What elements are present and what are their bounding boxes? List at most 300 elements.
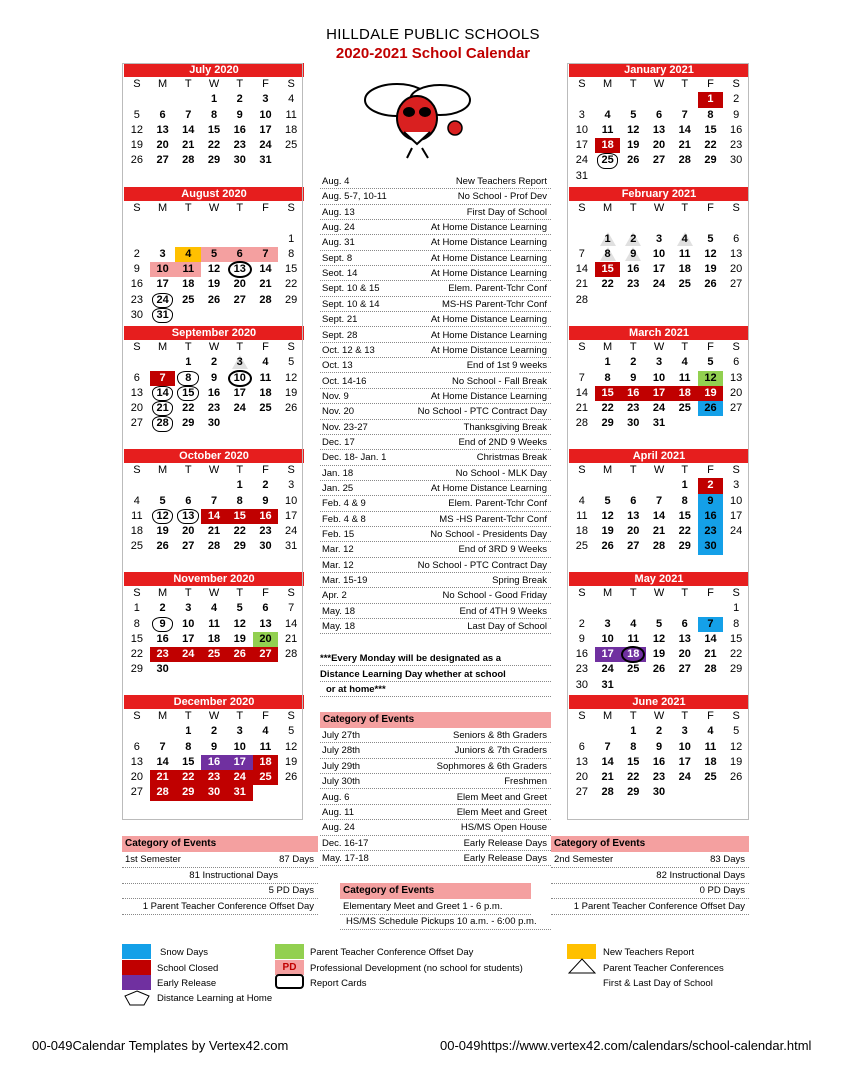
weekday-label: S — [133, 587, 141, 599]
event-row — [320, 374, 551, 389]
calendar-day: 17 — [227, 755, 253, 770]
calendar-day: 28 — [150, 785, 176, 800]
event-row — [320, 619, 551, 634]
semester-1-days: 87 Days — [279, 854, 314, 865]
calendar-day: 3 — [655, 232, 663, 245]
calendar-day: 29 — [233, 540, 246, 553]
calendar-day: 26 — [704, 278, 717, 291]
weekday-label: T — [681, 78, 689, 90]
calendar-day: 23 — [627, 278, 640, 291]
event-date: Aug. 4 — [322, 176, 350, 187]
semester-1-ptc-text: 1 Parent Teacher Conference Offset Day — [142, 901, 314, 912]
calendar-day: 16 — [207, 386, 221, 399]
calendar-day: 28 — [678, 154, 691, 167]
calendar-day: 27 — [130, 417, 143, 430]
calendar-day: 19 — [285, 755, 298, 768]
calendar-day: 2 — [236, 93, 243, 106]
event-name: At Home Distance Learning — [430, 252, 547, 264]
calendar-day: 8 — [236, 494, 243, 507]
category-header-semester-1: Category of Events — [122, 836, 318, 852]
calendar-day: 12 — [233, 617, 246, 630]
month-header: December 2020 — [124, 695, 304, 709]
calendar-day: 18 — [285, 123, 298, 136]
calendar-day: 29 — [207, 154, 221, 167]
weekday-label: T — [236, 202, 244, 214]
event-date: Dec. 18- Jan. 1 — [322, 452, 387, 464]
event-row — [320, 189, 551, 204]
weekday-label: M — [602, 202, 613, 214]
hornet-mascot-logo — [352, 70, 482, 160]
legend-early-release: Early Release — [157, 978, 217, 989]
calendar-day: 24 — [575, 154, 588, 167]
calendar-day: 2 — [210, 356, 218, 369]
calendar-day: 17 — [259, 123, 272, 136]
calendar-day: 21 — [601, 771, 614, 784]
month-header: September 2020 — [124, 326, 304, 340]
category-header-meet: Category of Events — [340, 883, 531, 899]
event-date: Sept. 28 — [322, 329, 358, 341]
month-header: July 2020 — [124, 63, 304, 77]
calendar-day: 23 — [575, 663, 588, 676]
weekday-label: F — [262, 202, 269, 214]
weekday-label: W — [653, 464, 665, 476]
event-date: Oct. 13 — [322, 360, 353, 372]
calendar-day: 1 — [210, 93, 218, 106]
weekday-label: T — [236, 587, 244, 599]
event-name: Last Day of School — [467, 621, 547, 633]
calendar-day: 21 — [207, 525, 221, 538]
event-name: No School - PTC Contract Day — [417, 406, 547, 418]
calendar-day: 11 — [601, 123, 614, 136]
calendar-day: 29 — [704, 154, 717, 167]
calendar-day: 13 — [156, 123, 169, 136]
calendar-day: 31 — [150, 308, 176, 323]
calendar-day: 26 — [207, 293, 221, 306]
calendar-day: 7 — [159, 740, 166, 753]
calendar-day: 5 — [236, 602, 243, 615]
calendar-day: 23 — [627, 402, 640, 415]
weekday-label: S — [578, 710, 586, 722]
orientation-date: Aug. 6 — [322, 791, 350, 803]
event-name: Elem. Parent-Tchr Conf — [448, 498, 547, 510]
event-date: Oct. 12 & 13 — [322, 344, 375, 356]
calendar-day: 17 — [652, 263, 666, 276]
event-date: Oct. 14-16 — [322, 375, 367, 387]
calendar-day: 5 — [133, 108, 140, 121]
calendar-day: 14 — [704, 632, 717, 645]
calendar-day: 17 — [730, 509, 743, 522]
calendar-day: 18 — [259, 386, 272, 399]
weekday-label: T — [184, 202, 192, 214]
calendar-day: 30 — [156, 663, 169, 676]
event-row — [320, 205, 551, 220]
orientation-row — [320, 820, 551, 835]
orientation-row — [320, 743, 551, 758]
calendar-day: 22 — [627, 771, 640, 784]
event-name: MS-HS Parent-Tchr Conf — [441, 298, 547, 310]
calendar-day: 26 — [652, 663, 666, 676]
calendar-day: 21 — [575, 278, 588, 291]
semester-2-row — [551, 852, 749, 868]
calendar-day: 9 — [655, 740, 663, 753]
calendar-day: 7 — [185, 108, 192, 121]
weekday-label: S — [578, 78, 586, 90]
meet-line-1-text: Elementary Meet and Greet 1 - 6 p.m. — [343, 901, 503, 912]
legend-new-teachers: New Teachers Report — [603, 947, 695, 958]
calendar-day: 9 — [210, 371, 218, 384]
calendar-day: 15 — [704, 123, 717, 136]
event-row — [320, 220, 551, 235]
calendar-day: 12 — [652, 632, 666, 645]
calendar-day: 11 — [175, 262, 201, 277]
calendar-day: 26 — [730, 771, 743, 784]
event-date: Aug. 13 — [322, 206, 355, 218]
weekday-label: S — [287, 341, 295, 353]
event-row — [320, 281, 551, 296]
calendar-day: 12 — [285, 740, 298, 753]
calendar-day: 19 — [704, 263, 717, 276]
weekday-label: M — [602, 78, 613, 90]
calendar-day: 13 — [175, 509, 201, 524]
weekday-label: F — [707, 341, 714, 353]
event-date: Feb. 4 & 9 — [322, 498, 366, 510]
calendar-day: 17 — [646, 386, 672, 401]
orientation-name: Elem Meet and Greet — [456, 807, 547, 818]
weekday-label: S — [732, 710, 740, 722]
footer-right-link[interactable]: 00-049https://www.vertex42.com/calendars/school-calendar.html — [440, 1038, 812, 1053]
weekday-label: M — [602, 587, 613, 599]
calendar-day: 29 — [730, 663, 743, 676]
calendar-day: 5 — [604, 494, 611, 507]
triangle-icon — [568, 958, 596, 974]
calendar-day: 8 — [595, 247, 621, 262]
calendar-day: 28 — [575, 417, 588, 430]
calendar-day: 25 — [130, 540, 143, 553]
orientation-name: Elem Meet and Greet — [456, 791, 547, 803]
semester-1-ptc — [122, 899, 318, 915]
calendar-day: 25 — [201, 647, 227, 662]
legend-school-closed: School Closed — [157, 963, 219, 974]
semester-1-instructional-text: 81 Instructional Days — [189, 870, 278, 881]
calendar-day: 3 — [159, 247, 166, 260]
calendar-day: 24 — [601, 663, 614, 676]
event-row — [320, 328, 551, 343]
calendar-day: 11 — [576, 509, 588, 522]
calendar-day: 12 — [627, 123, 640, 136]
calendar-day: 21 — [652, 525, 666, 538]
weekday-label: T — [629, 464, 637, 476]
calendar-day: 22 — [130, 648, 143, 661]
new-teachers-swatch — [567, 944, 596, 959]
calendar-day: 25 — [253, 770, 279, 785]
weekday-label: T — [681, 710, 689, 722]
calendar-day: 24 — [652, 278, 666, 291]
calendar-day: 5 — [288, 725, 295, 738]
calendar-day: 21 — [182, 139, 195, 152]
weekday-label: M — [602, 710, 613, 722]
calendar-day: 14 — [601, 755, 614, 768]
semester-2-days: 83 Days — [710, 854, 745, 865]
calendar-day: 25 — [595, 153, 621, 168]
event-row — [320, 466, 551, 481]
calendar-day: 29 — [285, 293, 298, 306]
weekday-label: T — [184, 587, 192, 599]
category-header-middle: Category of Events — [320, 712, 551, 728]
meet-line-2 — [340, 914, 551, 930]
calendar-day: 13 — [652, 123, 666, 136]
calendar-day: 26 — [627, 154, 640, 167]
month-header: October 2020 — [124, 449, 304, 463]
orientation-row — [320, 774, 551, 789]
calendar-day: 6 — [159, 108, 166, 121]
calendar-day: 22 — [285, 278, 298, 291]
event-row — [320, 358, 551, 373]
calendar-day: 22 — [601, 278, 614, 291]
calendar-day: 2 — [620, 232, 646, 247]
orientation-date: Aug. 24 — [322, 822, 355, 834]
weekday-label: S — [578, 202, 586, 214]
calendar-day: 1 — [595, 232, 621, 247]
calendar-day: 9 — [630, 371, 637, 384]
calendar-day: 24 — [285, 525, 298, 538]
orientation-name: Juniors & 7th Graders — [454, 745, 547, 757]
calendar-day: 12 — [207, 263, 221, 276]
calendar-day: 5 — [733, 725, 740, 738]
event-row — [320, 389, 551, 404]
calendar-day: 27 — [233, 293, 246, 306]
calendar-day: 20 — [678, 648, 691, 661]
calendar-day: 20 — [182, 525, 195, 538]
calendar-day: 26 — [698, 401, 724, 416]
event-name: At Home Distance Learning — [430, 222, 547, 234]
event-name: Thanksgiving Break — [463, 421, 547, 433]
calendar-day: 22 — [601, 402, 614, 415]
calendar-day: 16 — [698, 509, 724, 524]
event-name: First Day of School — [466, 206, 547, 218]
calendar-day: 13 — [259, 617, 272, 630]
calendar-day: 27 — [652, 154, 666, 167]
event-row — [320, 266, 551, 281]
legend-professional-development: Professional Development (no school for students) — [310, 963, 523, 974]
event-name: No School - Presidents Day — [430, 529, 547, 541]
weekday-label: S — [287, 464, 295, 476]
calendar-day: 21 — [678, 139, 691, 152]
weekday-label: F — [707, 587, 714, 599]
weekday-label: S — [287, 202, 295, 214]
weekday-label: T — [681, 341, 689, 353]
right-column-border — [567, 63, 749, 820]
calendar-day: 6 — [133, 740, 140, 753]
calendar-day: 29 — [601, 417, 614, 430]
event-name: End of 4TH 9 Weeks — [459, 605, 547, 617]
calendar-day: 20 — [253, 632, 279, 647]
weekday-label: F — [707, 464, 714, 476]
calendar-day: 1 — [133, 602, 140, 615]
weekday-label: S — [732, 341, 740, 353]
calendar-day: 11 — [208, 617, 220, 630]
calendar-day: 25 — [259, 402, 272, 415]
calendar-day: 13 — [227, 262, 253, 277]
legend-ptc-offset: Parent Teacher Conference Offset Day — [310, 947, 474, 958]
calendar-day: 23 — [150, 647, 176, 662]
event-name: At Home Distance Learning — [430, 390, 547, 402]
calendar-day: 9 — [262, 494, 269, 507]
event-date: Mar. 15-19 — [322, 575, 368, 587]
calendar-day: 27 — [575, 786, 588, 799]
calendar-day: 17 — [233, 386, 246, 399]
calendar-day: 19 — [156, 525, 169, 538]
calendar-day: 13 — [627, 509, 640, 522]
event-row — [320, 174, 551, 189]
calendar-day: 11 — [259, 371, 272, 384]
calendar-day: 10 — [285, 494, 298, 507]
calendar-day: 23 — [201, 770, 227, 785]
calendar-day: 7 — [210, 494, 218, 507]
semester-1-instructional — [122, 868, 318, 884]
calendar-day: 6 — [185, 494, 192, 507]
calendar-day: 28 — [575, 293, 588, 306]
orientation-name: Sophmores & 6th Graders — [436, 760, 547, 772]
weekday-label: S — [732, 78, 740, 90]
calendar-day: 3 — [733, 479, 740, 492]
calendar-day: 30 — [698, 539, 724, 554]
calendar-day: 24 — [730, 525, 743, 538]
calendar-day: 14 — [182, 123, 195, 136]
calendar-day: 12 — [698, 371, 724, 386]
event-date: Seot. 14 — [322, 268, 358, 280]
orientation-row — [320, 759, 551, 774]
calendar-day: 4 — [707, 725, 714, 738]
pd-badge: PD — [275, 960, 304, 975]
calendar-day: 23 — [698, 524, 724, 539]
semester-1-row — [122, 852, 318, 868]
weekday-label: S — [133, 464, 141, 476]
calendar-day: 24 — [652, 402, 666, 415]
weekday-label: S — [287, 587, 295, 599]
calendar-day: 16 — [130, 278, 143, 291]
calendar-day: 27 — [627, 540, 640, 553]
calendar-title: 2020-2021 School Calendar — [335, 45, 531, 62]
calendar-day: 24 — [259, 139, 272, 152]
calendar-day: 6 — [655, 108, 663, 121]
calendar-day: 21 — [575, 402, 588, 415]
weekday-label: F — [707, 710, 714, 722]
calendar-day: 1 — [630, 725, 637, 738]
event-date: Dec. 17 — [322, 436, 355, 448]
calendar-day: 30 — [575, 678, 588, 691]
event-name: MS -HS Parent-Tchr Conf — [439, 513, 547, 525]
calendar-day: 18 — [704, 755, 717, 768]
event-date: Feb. 4 & 8 — [322, 513, 366, 525]
calendar-day: 21 — [285, 632, 298, 645]
report-cards-swatch — [275, 974, 304, 989]
calendar-day: 22 — [182, 402, 195, 415]
calendar-day: 13 — [575, 755, 588, 768]
event-date: Sept. 8 — [322, 252, 353, 264]
calendar-day: 6 — [133, 371, 140, 384]
semester-2-ptc-text: 1 Parent Teacher Conference Offset Day — [573, 901, 745, 912]
calendar-day: 19 — [233, 632, 246, 645]
weekday-label: S — [578, 587, 586, 599]
event-name: No School - Good Friday — [442, 590, 547, 602]
calendar-day: 7 — [698, 617, 724, 632]
calendar-day: 31 — [285, 540, 298, 553]
weekday-label: F — [707, 202, 714, 214]
calendar-day: 28 — [601, 786, 614, 799]
calendar-day: 30 — [130, 309, 143, 322]
event-name: Spring Break — [492, 575, 547, 587]
orientation-name: Early Release Days — [463, 853, 547, 865]
event-date: Aug. 24 — [322, 222, 355, 234]
calendar-day: 20 — [130, 771, 143, 784]
calendar-day: 24 — [150, 293, 176, 308]
calendar-day: 4 — [210, 602, 218, 615]
weekday-label: T — [236, 464, 244, 476]
calendar-day: 26 — [227, 647, 253, 662]
event-date: Nov. 23-27 — [322, 421, 368, 433]
calendar-day: 29 — [678, 540, 691, 553]
calendar-day: 2 — [733, 93, 740, 106]
weekday-label: S — [287, 710, 295, 722]
event-name: At Home Distance Learning — [430, 237, 547, 249]
orientation-row — [320, 836, 551, 851]
calendar-day: 20 — [730, 386, 743, 399]
weekday-label: M — [602, 464, 613, 476]
month-header: March 2021 — [569, 326, 749, 340]
calendar-day: 21 — [150, 401, 176, 416]
calendar-day: 9 — [236, 108, 243, 121]
calendar-day: 16 — [233, 123, 246, 136]
calendar-day: 9 — [133, 263, 140, 276]
calendar-day: 9 — [210, 740, 218, 753]
calendar-day: 10 — [259, 108, 272, 121]
calendar-day: 2 — [210, 725, 218, 738]
calendar-day: 30 — [259, 540, 272, 553]
calendar-day: 2 — [159, 602, 166, 615]
event-name: At Home Distance Learning — [430, 483, 547, 494]
calendar-day: 7 — [253, 247, 279, 262]
calendar-day: 10 — [652, 371, 666, 384]
calendar-day: 9 — [698, 494, 724, 509]
weekday-label: F — [262, 710, 269, 722]
calendar-day: 16 — [253, 509, 279, 524]
weekday-label: W — [653, 710, 665, 722]
weekday-label: F — [262, 587, 269, 599]
calendar-day: 28 — [150, 416, 176, 431]
calendar-day: 19 — [652, 648, 666, 661]
calendar-day: 20 — [627, 525, 640, 538]
calendar-day: 20 — [130, 402, 143, 415]
event-row — [320, 496, 551, 511]
semester-2-instructional — [551, 868, 749, 884]
monday-note-line-1: ***Every Monday will be designated as a — [320, 651, 551, 666]
orientation-row — [320, 805, 551, 820]
calendar-day: 3 — [655, 356, 663, 369]
calendar-day: 1 — [698, 92, 724, 107]
calendar-day: 12 — [730, 740, 743, 753]
calendar-day: 22 — [207, 139, 221, 152]
calendar-day: 10 — [182, 617, 195, 630]
weekday-label: M — [157, 341, 168, 353]
legend-distance-learning: Distance Learning at Home — [157, 993, 273, 1004]
calendar-day: 18 — [678, 263, 691, 276]
calendar-day: 3 — [604, 617, 611, 630]
calendar-day: 2 — [133, 247, 140, 260]
weekday-label: M — [602, 341, 613, 353]
weekday-label: S — [578, 341, 586, 353]
weekday-label: T — [629, 587, 637, 599]
calendar-day: 17 — [285, 509, 298, 522]
